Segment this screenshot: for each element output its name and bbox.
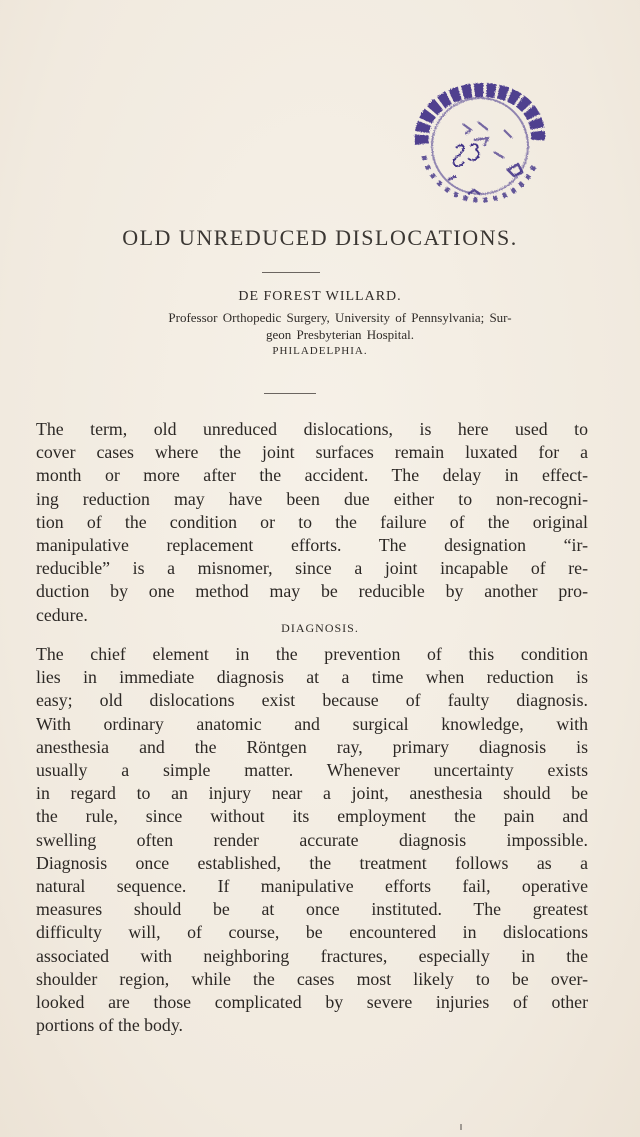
paragraph-intro	[36, 418, 588, 627]
text-line: looked are those complicated by severe injuries of other	[36, 992, 588, 1013]
text-line: manipulative replacement efforts. The designation “ir-	[36, 535, 588, 556]
author-name: DE FOREST WILLARD.	[238, 289, 402, 304]
text-line: duction by one method may be reducible by another pro-	[36, 581, 588, 602]
text-line: month or more after the accident. The delay in effect-	[36, 465, 588, 486]
library-stamp-icon	[408, 82, 548, 212]
text-line: With ordinary anatomic and surgical knowledge, with	[36, 713, 588, 734]
text-line: associated with neighboring fractures, especially in the	[36, 945, 588, 966]
affiliation-line: geon Presbyterian Hospital.	[265, 327, 415, 342]
document-title: OLD UNREDUCED DISLOCATIONS.	[122, 225, 518, 250]
text-line: portions of the body.	[36, 1015, 184, 1036]
text-line: in regard to an injury near a joint, anesthesia should be	[36, 783, 588, 804]
text-line: lies in immediate diagnosis at a time when reduction is	[36, 667, 588, 688]
paragraph-diagnosis	[36, 643, 588, 1037]
text-line: tion of the condition or to the failure of the original	[36, 511, 588, 532]
text-line: shoulder region, while the cases most likely to be over-	[36, 968, 588, 989]
text-line: swelling often render accurate diagnosis impossible.	[36, 829, 588, 850]
text-line: measures should be at once instituted. The greatest	[36, 899, 588, 920]
divider	[262, 272, 320, 273]
section-heading: DIAGNOSIS.	[281, 621, 359, 635]
text-line: Diagnosis once established, the treatment follows as a	[36, 852, 588, 873]
text-line: usually a simple matter. Whenever uncertainty exists	[36, 760, 588, 781]
text-line: ing reduction may have been due either to non-recogni-	[36, 488, 588, 509]
text-line: The term, old unreduced dislocations, is here used to	[36, 419, 588, 439]
affiliation-line: Professor Orthopedic Surgery, University of Pennsylvania; Sur-	[168, 310, 512, 325]
text-line: cover cases where the joint surfaces remain luxated for a	[36, 442, 588, 463]
text-line: the rule, since without its employment the pain and	[36, 806, 588, 827]
text-line: cedure.	[36, 604, 88, 625]
text-line: The chief element in the prevention of this condition	[36, 644, 588, 664]
text-line: easy; old dislocations exist because of faulty diagnosis.	[36, 690, 588, 711]
author-city: PHILADELPHIA.	[272, 345, 368, 357]
text-line: anesthesia and the Röntgen ray, primary diagnosis is	[36, 736, 588, 757]
divider	[264, 393, 316, 394]
text-line: difficulty will, of course, be encountered in dislocations	[36, 922, 588, 943]
text-line: reducible” is a misnomer, since a joint incapable of re-	[36, 558, 588, 579]
text-line: natural sequence. If manipulative efforts fail, operative	[36, 876, 588, 897]
paper-speck	[460, 1124, 462, 1130]
author-affiliation	[50, 309, 630, 343]
